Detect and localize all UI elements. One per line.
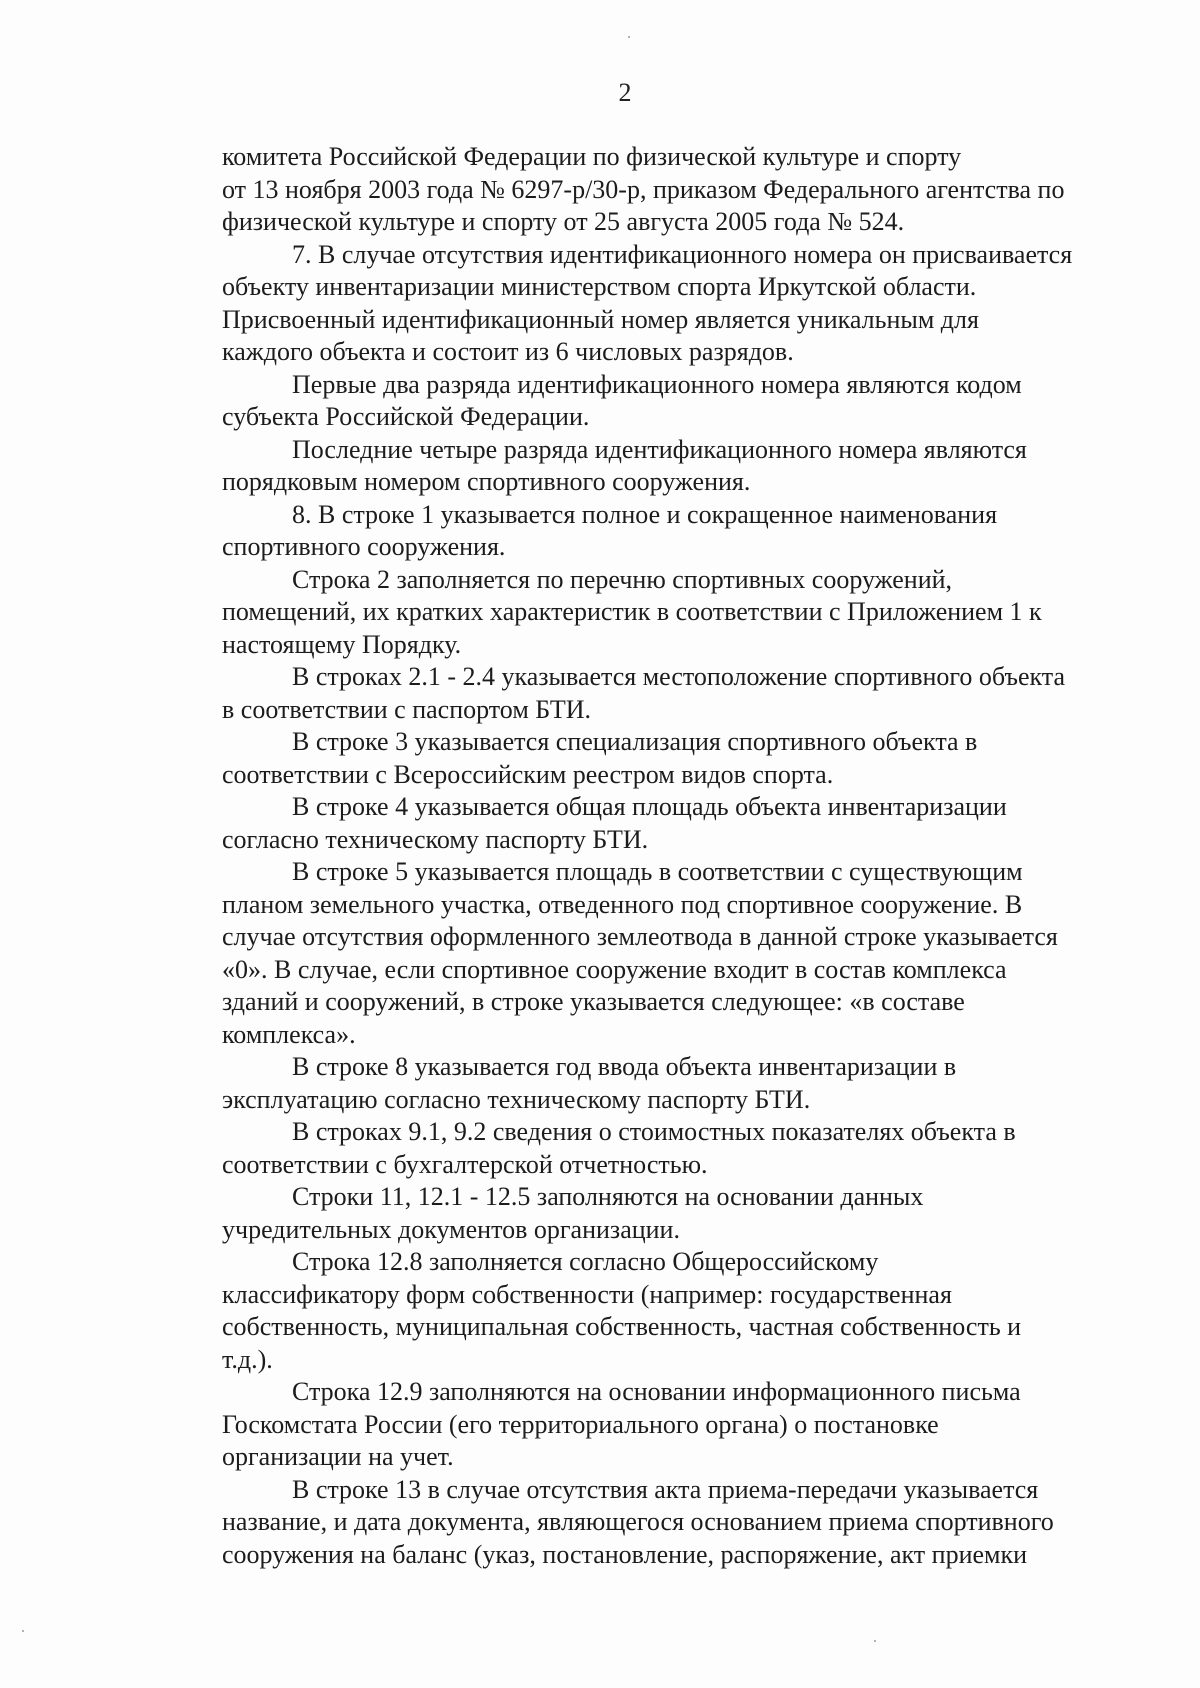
paragraph: В строке 3 указывается специализация спортивного объекта в соответствии с Всероссийским реестром видов спорта. (222, 727, 978, 789)
paragraph: В строке 8 указывается год ввода объекта инвентаризации в эксплуатацию согласно техническому паспорту БТИ. (222, 1052, 957, 1114)
page-number: 2 (618, 78, 632, 107)
paragraph: В строке 5 указывается площадь в соответствии с существующим планом земельного участка, отведенного под спортивное сооружение. В случае отсутствия оформленного землеотвода в данной строке указывается «0». В случае, если спортивное сооружение входит в состав комплекса зданий и сооружений, в строке указывается следующее: «в составе комплекса». (222, 857, 1058, 1049)
paragraph: В строке 4 указывается общая площадь объекта инвентаризации согласно техническому паспорту БТИ. (222, 792, 1007, 854)
paragraph: комитета Российской Федерации по физической культуре и спорту от 13 ноября 2003 года № 6297-р/30-р, приказом Федерального агентства по физической культуре и спорту от 25 августа 2005 года № 524. (222, 142, 1065, 236)
paragraph: Строка 2 заполняется по перечню спортивных сооружений, помещений, их кратких характеристик в соответствии с Приложением 1 к настоящему Порядку. (222, 564, 1042, 659)
paragraph: Строка 12.9 заполняются на основании информационного письма Госкомстата России (его территориального органа) о постановке организации на учет. (222, 1377, 1021, 1471)
paragraph: В строках 9.1, 9.2 сведения о стоимостных показателях объекта в соответствии с бухгалтерской отчетностью. (222, 1117, 1016, 1179)
document-body (222, 141, 1132, 1571)
paragraph: В строках 2.1 - 2.4 указывается местоположение спортивного объекта в соответствии с паспортом БТИ. (222, 662, 1066, 724)
paragraph: Строки 11, 12.1 - 12.5 заполняются на основании данных учредительных документов организации. (222, 1182, 924, 1244)
paragraph: Последние четыре разряда идентификационного номера являются порядковым номером спортивного сооружения. (222, 434, 1027, 496)
paragraph: Строка 12.8 заполняется согласно Общероссийскому классификатору форм собственности (например: государственная собственность, муниципальная собственность, частная собственность и т.д.). (222, 1247, 1022, 1374)
paragraph: 7. В случае отсутствия идентификационного номера он присваивается объекту инвентаризации министерством спорта Иркутской области. Присвоенный идентификационный номер является уникальным для каждого объекта и состоит из 6 числовых разрядов. (222, 239, 1073, 366)
paragraph: Первые два разряда идентификационного номера являются кодом субъекта Российской Федерации. (222, 369, 1022, 431)
paragraph: В строке 13 в случае отсутствия акта приема-передачи указывается название, и дата документа, являющегося основанием приема спортивного сооружения на баланс (указ, постановление, распоряжение, акт приемки (222, 1474, 1054, 1569)
scan-speck (22, 1630, 24, 1632)
scan-speck (628, 36, 630, 38)
paragraph: 8. В строке 1 указывается полное и сокращенное наименования спортивного сооружения. (222, 499, 998, 561)
scan-speck (874, 1640, 876, 1642)
